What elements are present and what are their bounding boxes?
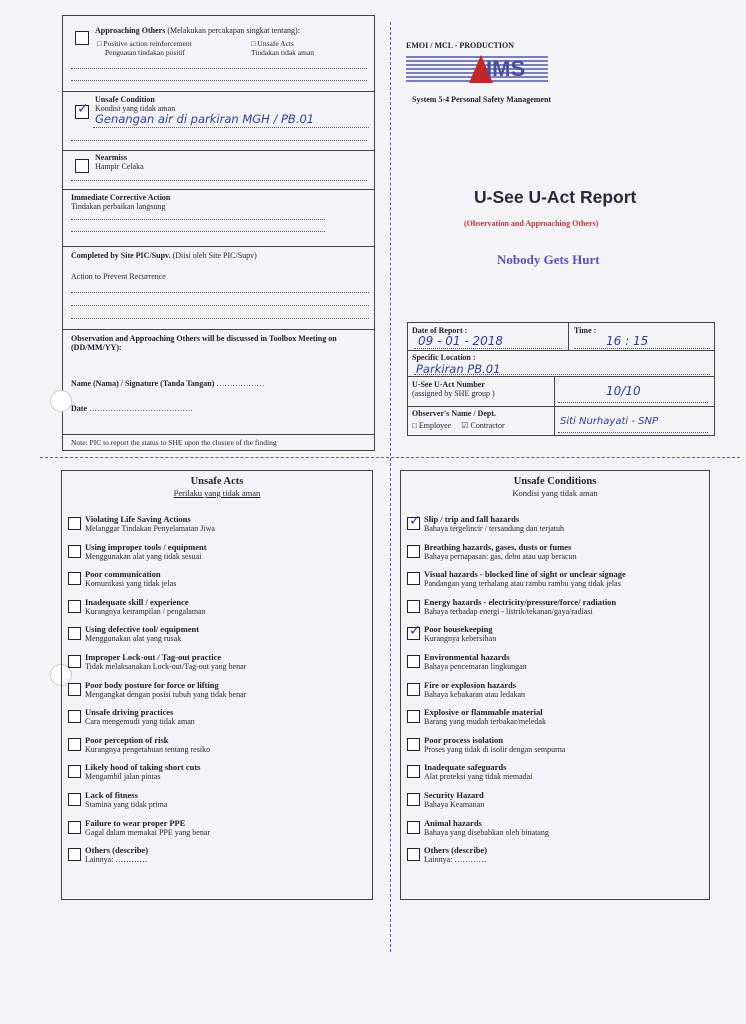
- number-line: [558, 402, 708, 403]
- checklist-item-title: Fire or explosion hazards: [424, 679, 517, 690]
- checklist-item[interactable]: [68, 598, 366, 622]
- checklist-checkbox[interactable]: [407, 848, 420, 861]
- approaching-line-1: [71, 68, 367, 69]
- checklist-checkbox[interactable]: [68, 683, 81, 696]
- info-row-divider-3: [408, 406, 714, 407]
- unsafe-conditions-box: [400, 470, 710, 900]
- checklist-item[interactable]: [407, 570, 705, 594]
- checklist-item-title: Inadequate safeguards: [424, 762, 507, 773]
- horizontal-fold-line: [40, 457, 740, 458]
- checklist-item-title: Others (describe): [85, 845, 149, 856]
- checklist-item-title: Poor housekeeping: [424, 624, 493, 635]
- checklist-checkbox[interactable]: [407, 765, 420, 778]
- checklist-item-subtitle: Komunikasi yang tidak jelas: [85, 579, 177, 589]
- checklist-item-subtitle: Kurangnya ketrampilan / pengalaman: [85, 606, 206, 616]
- checklist-item-subtitle: Lainnya: …………: [424, 855, 487, 865]
- unsafe-acts-subtitle: Perilaku yang tidak aman: [173, 488, 261, 498]
- option-unsafe-acts[interactable]: [251, 40, 361, 57]
- checklist-checkbox[interactable]: [407, 710, 420, 723]
- checklist-checkbox[interactable]: [407, 655, 420, 668]
- checklist-item-title: Using defective tool/ equipment: [85, 624, 200, 635]
- approaching-others-checkbox[interactable]: [75, 31, 89, 45]
- checklist-item[interactable]: [407, 763, 705, 787]
- nearmiss-checkbox[interactable]: [75, 159, 89, 173]
- checklist-item-title: Energy hazards - electricity/pressure/force/ radiation: [424, 596, 617, 607]
- time-line: [574, 348, 710, 349]
- company-name: EMOI / MCL - PRODUCTION: [406, 41, 514, 50]
- divider-5: [63, 329, 374, 330]
- unsafe-condition-check-icon: ✓: [77, 101, 89, 117]
- option-unsafe-box: □: [251, 39, 258, 48]
- option-positive-label: Positive action reinforcement: [103, 39, 192, 48]
- checklist-checkbox[interactable]: [407, 793, 420, 806]
- checklist-item-subtitle: Kurangnya kebersihan: [424, 634, 497, 644]
- checklist-checkbox[interactable]: [68, 517, 81, 530]
- checklist-item-subtitle: Gagal dalam memakai PPE yang benar: [85, 827, 211, 837]
- checklist-item[interactable]: [407, 515, 705, 539]
- toolbox-text: Observation and Approaching Others will be discussed in Toolbox Meeting on (DD/MM/YY):: [71, 334, 337, 352]
- info-row-divider-2: [408, 376, 714, 377]
- checklist-item-subtitle: Proses yang tidak di isolir dengan sempurna: [424, 744, 566, 754]
- unsafe-acts-box: [61, 470, 373, 900]
- checklist-checkbox[interactable]: [407, 683, 420, 696]
- checklist-item-subtitle: Mengambil jalan pintas: [85, 772, 161, 782]
- location-line: [414, 374, 710, 375]
- completed-heading: [71, 251, 257, 260]
- ims-logo: [406, 54, 548, 84]
- checklist-checkbox[interactable]: [68, 765, 81, 778]
- checklist-item-subtitle: Barang yang mudah terbakar/meledak: [424, 717, 546, 727]
- checklist-item[interactable]: [407, 736, 705, 760]
- prevent-line-3: [71, 318, 369, 319]
- checklist-item-title: Poor perception of risk: [85, 734, 169, 745]
- checklist-item-title: Animal hazards: [424, 817, 482, 828]
- checklist-item-title: Poor body posture for force or lifting: [85, 679, 219, 690]
- checklist-item-title: Breathing hazards, gases, dusts or fumes: [424, 541, 572, 552]
- checklist-item-subtitle: Cara mengemudi yang tidak aman: [85, 717, 195, 727]
- checklist-item-subtitle: Stamina yang tidak prima: [85, 800, 168, 809]
- corrective-line-2: [71, 231, 325, 232]
- checklist-checkbox[interactable]: [68, 545, 81, 558]
- check-icon: ✓: [409, 513, 421, 529]
- option-unsafe-label: Unsafe Acts: [257, 39, 294, 48]
- checklist-item[interactable]: [68, 708, 366, 732]
- option-unsafe-sub: Tindakan tidak aman: [251, 47, 315, 57]
- checklist-item[interactable]: [68, 653, 366, 677]
- checklist-checkbox[interactable]: [407, 821, 420, 834]
- time-value[interactable]: 16 : 15: [606, 334, 649, 348]
- note-text: Note: PIC to report the status to SHE upon the closure of the finding: [71, 438, 277, 447]
- number-sub: (assigned by SHE group ): [412, 389, 495, 398]
- checklist-item-subtitle: Menggunakan alat yang tidak sesuai: [85, 551, 202, 561]
- check-icon: ✓: [409, 623, 421, 640]
- checklist-item-subtitle: Melanggar Tindakan Penyelamatan Jiwa: [85, 524, 215, 533]
- checklist-item-title: Violating Life Saving Actions: [85, 514, 191, 524]
- toolbox-date-label: Date: [71, 404, 87, 413]
- divider-2: [63, 150, 374, 151]
- checklist-item-subtitle: Alat proteksi yang tidak memadai: [424, 772, 533, 782]
- checklist-checkbox[interactable]: [68, 655, 81, 668]
- checklist-item-subtitle: Pandangan yang terhalang atau rambu rambu yang tidak jelas: [424, 579, 621, 589]
- info-row-divider-1: [408, 350, 714, 351]
- number-label: U-See U-Act Number: [412, 380, 485, 389]
- time-label: Time :: [574, 326, 597, 335]
- unsafe-conditions-subtitle: Kondisi yang tidak aman: [512, 488, 598, 498]
- checklist-checkbox[interactable]: [68, 821, 81, 834]
- checklist-item-title: Poor process isolation: [424, 734, 504, 745]
- checklist-item-subtitle: Bahaya kebakaran atau ledakan: [424, 689, 526, 699]
- checklist-item[interactable]: [68, 625, 366, 649]
- checklist-item-subtitle: Bahaya pernapasan: gas, debu atau uap beracun: [424, 551, 577, 561]
- nearmiss-title: Nearmiss: [95, 153, 127, 162]
- checklist-item[interactable]: [68, 570, 366, 594]
- employee-label: Employee: [418, 421, 452, 430]
- divider-1: [63, 91, 374, 92]
- info-col-divider-time: [568, 323, 569, 350]
- checklist-item-title: Explosive or flammable material: [424, 707, 543, 718]
- corrective-title: Immediate Corrective Action: [71, 193, 171, 202]
- unsafe-condition-handwritten: Genangan air di parkiran MGH / PB.01: [95, 112, 315, 126]
- observer-value[interactable]: Siti Nurhayati - SNP: [560, 416, 658, 427]
- observer-type-row: [412, 421, 505, 430]
- observer-line: [558, 432, 708, 433]
- checklist-item[interactable]: [407, 625, 705, 649]
- unsafe-cond-line-1: [93, 127, 369, 128]
- location-value[interactable]: Parkiran PB.01: [416, 362, 501, 376]
- checklist-checkbox[interactable]: [407, 545, 420, 558]
- contractor-checkbox[interactable]: ☑: [461, 421, 469, 430]
- unsafe-condition-title: Unsafe Condition: [95, 95, 155, 104]
- checklist-checkbox[interactable]: [407, 600, 420, 613]
- checklist-checkbox[interactable]: [407, 572, 420, 585]
- nearmiss-sub: Hampir Celaka: [95, 162, 144, 171]
- divider-4: [63, 246, 374, 247]
- checklist-item-title: Environmental hazards: [424, 652, 510, 662]
- checklist-item[interactable]: [68, 791, 366, 815]
- checklist-item[interactable]: [407, 653, 705, 677]
- checklist-item[interactable]: [68, 736, 366, 760]
- left-top-form: [62, 15, 375, 451]
- checklist-item[interactable]: [68, 515, 366, 539]
- slogan: Nobody Gets Hurt: [497, 252, 600, 267]
- checklist-item-title: Security Hazard: [424, 790, 484, 800]
- unsafe-condition-sub: Kondisi yang tidak aman: [95, 104, 176, 113]
- checklist-item-title: Failure to wear proper PPE: [85, 817, 186, 828]
- toolbox-name-dots: ………………: [216, 379, 265, 388]
- checklist-item[interactable]: [407, 708, 705, 732]
- date-label: Date of Report :: [412, 326, 468, 335]
- checklist-checkbox[interactable]: [407, 738, 420, 751]
- divider-3: [63, 189, 374, 190]
- checklist-item-subtitle: Bahaya tergelincir / tersandung dan terjatuh: [424, 524, 565, 533]
- number-label-block: [412, 380, 495, 398]
- corrective-line-1: [71, 219, 325, 220]
- unsafe-cond-line-2: [71, 140, 367, 141]
- vertical-fold-line: [390, 22, 391, 952]
- system-name: System 5-4 Personal Safety Management: [412, 95, 552, 104]
- checklist-item-title: Visual hazards - blocked line of sight or unclear signage: [424, 569, 626, 580]
- corrective-sub: Tindakan perbaikan langsung: [71, 202, 166, 211]
- checklist-item-subtitle: Bahaya Keamanan: [424, 800, 485, 809]
- report-subtitle: (Observation and Approaching Others): [464, 219, 599, 228]
- checklist-item-title: Using improper tools / equipment: [85, 541, 207, 552]
- corrective-heading: [71, 193, 170, 211]
- checklist-checkbox[interactable]: [68, 600, 81, 613]
- checklist-item-title: Poor communication: [85, 569, 161, 580]
- checklist-item-title: Others (describe): [424, 845, 488, 856]
- report-title: U-See U-Act Report: [474, 187, 637, 207]
- report-info-table: [407, 322, 715, 436]
- toolbox-name-row: [71, 379, 371, 388]
- checklist-item-subtitle: Bahaya pencemaran lingkungan: [424, 662, 527, 671]
- checklist-checkbox[interactable]: [68, 710, 81, 723]
- date-value[interactable]: 09 - 01 - 2018: [418, 334, 503, 348]
- approaching-line-2: [71, 80, 367, 81]
- checklist-item[interactable]: [68, 681, 366, 705]
- checklist-item-subtitle: Bahaya terhadap energi - listrik/tekanan/gaya/radiasi: [424, 606, 593, 616]
- option-positive[interactable]: [97, 40, 237, 57]
- toolbox-date-row: [71, 404, 371, 413]
- checklist-item-subtitle: Bahaya yang disebabkan oleh binatang: [424, 827, 549, 837]
- location-label: Specific Location :: [412, 353, 476, 362]
- number-value[interactable]: 10/10: [606, 384, 641, 398]
- unsafe-condition-checkbox[interactable]: [75, 101, 89, 119]
- employee-checkbox[interactable]: □: [412, 421, 417, 430]
- binder-hole-top: [50, 390, 72, 412]
- prevent-recurrence-label: Action to Prevent Recurrence: [71, 272, 166, 281]
- checklist-checkbox[interactable]: [68, 627, 81, 640]
- info-col-divider-number: [554, 376, 555, 436]
- completed-title-sub: (Diisi oleh Site PIC/Supv): [172, 251, 257, 260]
- checklist-item[interactable]: [407, 846, 705, 870]
- checklist-item[interactable]: [68, 763, 366, 787]
- checklist-checkbox[interactable]: [68, 738, 81, 751]
- checklist-item-title: Unsafe driving practices: [85, 707, 174, 718]
- checklist-item-subtitle: Mengangkat dengan posisi tubuh yang tidak benar: [85, 689, 247, 699]
- checklist-item-subtitle: Menggunakan alat yang rusak: [85, 634, 182, 644]
- checklist-item[interactable]: [407, 598, 705, 622]
- checklist-checkbox[interactable]: [68, 848, 81, 861]
- checklist-item-subtitle: Tidak melaksanakan Lock-out/Tag-out yang benar: [85, 662, 247, 671]
- unsafe-conditions-title: Unsafe Conditions: [513, 476, 597, 487]
- checklist-item-title: Inadequate skill / experience: [85, 596, 189, 607]
- unsafe-condition-heading: [95, 95, 175, 113]
- checklist-checkbox[interactable]: [407, 623, 421, 640]
- date-line: [414, 348, 562, 349]
- nearmiss-line: [71, 180, 367, 181]
- unsafe-acts-title: Unsafe Acts: [190, 476, 244, 487]
- prevent-line-2: [71, 305, 369, 306]
- checklist-item-title: Slip / trip and fall hazards: [424, 514, 520, 524]
- prevent-line-1: [71, 292, 369, 293]
- checklist-item[interactable]: [407, 681, 705, 705]
- toolbox-date-dots: …………………………………: [89, 404, 193, 413]
- approaching-others-heading: [95, 26, 375, 35]
- checklist-item[interactable]: [407, 791, 705, 815]
- divider-6: [63, 434, 374, 435]
- checklist-checkbox[interactable]: [407, 513, 421, 530]
- checklist-item[interactable]: [407, 819, 705, 843]
- checklist-checkbox[interactable]: [68, 793, 81, 806]
- checklist-item-title: Improper Lock-out / Tag-out practice: [85, 652, 222, 662]
- observer-label: Observer's Name / Dept.: [412, 409, 496, 418]
- checklist-item-title: Likely hood of taking short cuts: [85, 762, 201, 773]
- option-positive-sub: Penguatan tindakan positif: [105, 47, 185, 57]
- approaching-title: Approaching Others: [95, 26, 166, 35]
- checklist-item-title: Lack of fitness: [85, 790, 138, 800]
- completed-title: Completed by Site PIC/Supv.: [71, 251, 171, 260]
- nearmiss-heading: [95, 153, 144, 171]
- approaching-title-sub: (Melakukan percakapan singkat tentang):: [167, 26, 300, 35]
- checklist-item-subtitle: Kurangnya pengetahuan tentang resiko: [85, 744, 211, 754]
- checklist-item[interactable]: [68, 543, 366, 567]
- toolbox-name-label: Name (Nama) / Signature (Tanda Tangan): [71, 379, 215, 388]
- checklist-item[interactable]: [407, 543, 705, 567]
- checklist-item-subtitle: Lainnya: …………: [85, 855, 148, 865]
- option-positive-box: □: [97, 39, 104, 48]
- checklist-item[interactable]: [68, 846, 366, 870]
- contractor-label: Contractor: [470, 421, 505, 430]
- checklist-item[interactable]: [68, 819, 366, 843]
- logo-text: IMS: [486, 56, 526, 81]
- checklist-checkbox[interactable]: [68, 572, 81, 585]
